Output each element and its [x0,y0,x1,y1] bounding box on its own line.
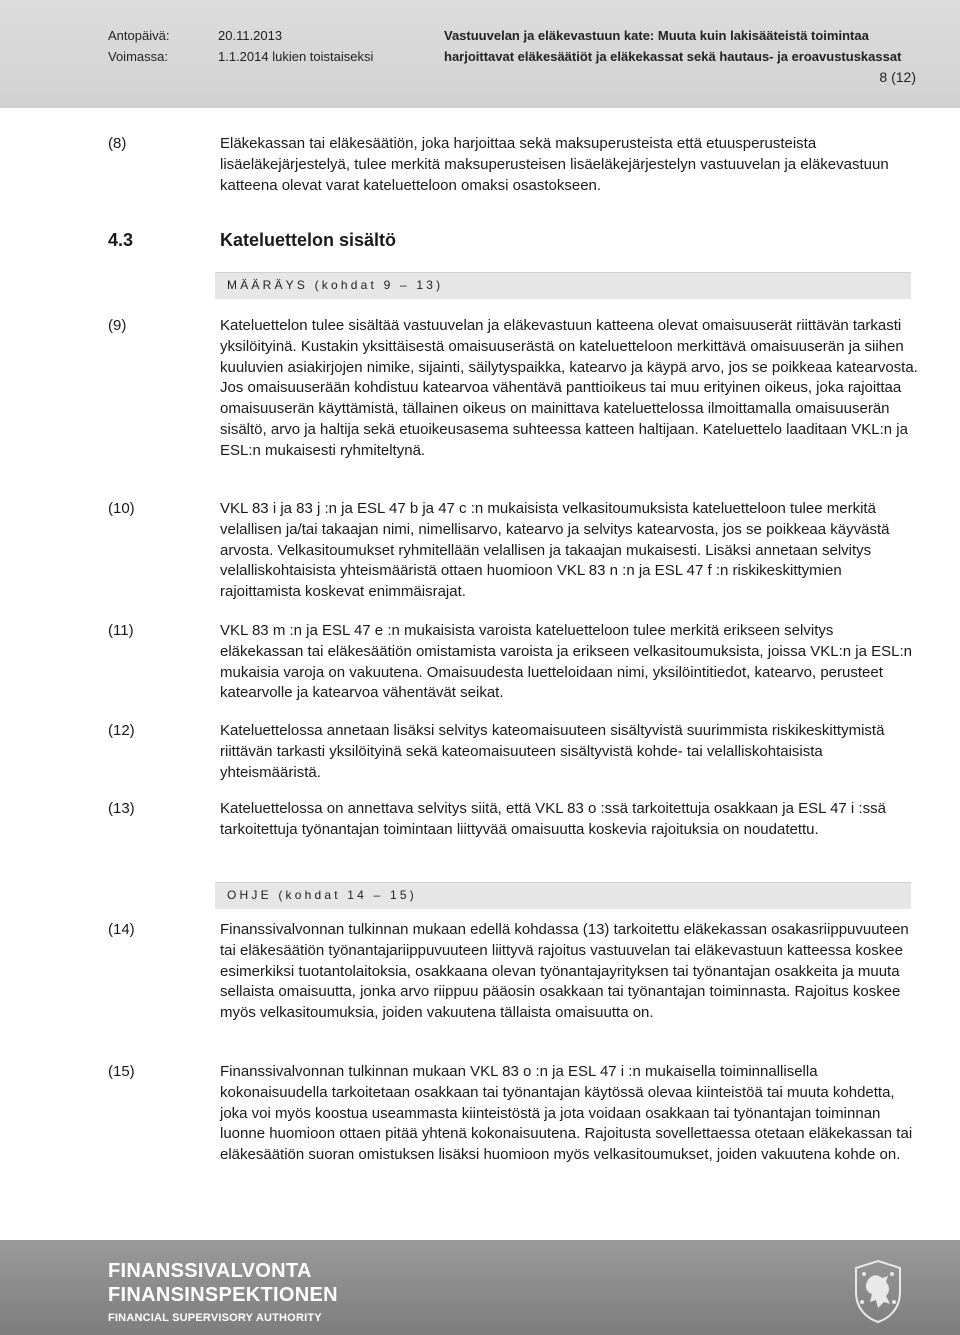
document-title-line2: harjoittavat eläkesäätiöt ja eläkekassat sekä hautaus- ja eroavustuskassat [444,49,902,64]
paragraph-number: (13) [108,800,135,817]
paragraph-12 [108,721,920,783]
section-heading [108,230,396,251]
paragraph-text: Kateluettelossa on annettava selvitys siitä, että VKL 83 o :ssä tarkoitettuja osakkaan ja ESL 47 i :ssä tarkoitettuja työnantajan toimintaan liittyvää omaisuutta koskevia rajoituksia on noudatettu. [220,800,886,838]
published-date: 20.11.2013 [218,28,283,43]
guidance-box-label: OHJE (kohdat 14 – 15) [227,888,417,902]
paragraph-number: (12) [108,722,135,739]
effective-date: 1.1.2014 lukien toistaiseksi [218,49,374,64]
effective-label: Voimassa: [108,49,168,64]
paragraph-text: Kateluettelon tulee sisältää vastuuvelan ja eläkevastuun katteena olevat omaisuuserät riittävän tarkasti yksilöityinä. Kustakin yksittäisestä omaisuuserästä on kateluetteloon merkittävä omaisuuserän ja siihen kuuluvien asiakirjojen nimike, sijainti, säilytyspaikka, katearvo ja käypä arvo, jos se poikkeaa katearvosta. Jos omaisuuserään kohdistuu katearvoa vähentävä panttioikeus tai muu erityinen oikeus, joka rajoittaa omaisuuserän käyttämistä, tällainen oikeus on mainittava kateluettelossa ilmoittamalla omaisuuserän sisältö, arvo ja haltija sekä etuoikeusasema suhteessa katteen haltijaan. Kateluettelo laaditaan VKL:n ja ESL:n mukaisesti ryhmiteltynä. [220,317,918,459]
regulation-box [215,272,911,299]
published-label: Antopäivä: [108,28,170,43]
guidance-box [215,882,911,909]
paragraph-text: VKL 83 i ja 83 j :n ja ESL 47 b ja 47 c :n mukaisista velkasitoumuksista kateluetteloon tulee merkitä velallisen ja/tai takaajan nimi, nimellisarvo, katearvo ja selvitys katearvosta, jos se poikkeaa käyvästä arvosta. Velkasitoumukset ryhmitellään velallisen ja takaajan mukaisesti. Lisäksi annetaan selvitys velalliskohtaisista yhteismääristä ottaen huomioon VKL 83 n :n ja ESL 47 f :n riskikeskittymien rajoittamista koskevat enimmäisrajat. [220,500,890,601]
paragraph-9 [108,316,920,462]
paragraph-number: (9) [108,317,127,334]
paragraph-15 [108,1062,920,1166]
paragraph-text: Finanssivalvonnan tulkinnan mukaan edellä kohdassa (13) tarkoitettu eläkekassan osakasriippuvuuteen tai eläkesäätiön työnantajariippuvuuteen liittyvä rajoitus vastuuvelan tai eläkevastuun katteessa koskee esimerkiksi tuotantolaitoksia, osakkaana olevan työnantajayrityksen tai työnantajan osakkeita ja muuta sellaista omaisuutta, jonka arvo riippuu pääosin osakkaan tai työnantajan toiminnasta. Rajoitus koskee myös velkasitoumuksia, joiden vakuutena tällaista omaisuutta on. [220,921,909,1022]
brand-name-finnish: FINANSSIVALVONTA [108,1260,312,1282]
paragraph-text: VKL 83 m :n ja ESL 47 e :n mukaisista varoista kateluetteloon tulee merkitä erikseen selvitys eläkekassan tai eläkesäätiön omistamista varoista ja erikseen velkasitoumuksista, joissa VKL:n ja ESL:n mukaisia varoja on vakuutena. Omaisuudesta luetteloidaan nimi, yksilöintitiedot, katearvo, perusteet katearvolle ja katearvoa vähentävät seikat. [220,622,913,702]
paragraph-10 [108,499,920,603]
paragraph-text: Finanssivalvonnan tulkinnan mukaan VKL 83 o :n ja ESL 47 i :n mukaisella toiminnallisella kokonaisuudella tarkoitetaan osakkaan tai työnantajan käytössä olevaa kiinteistöä tai muuta kohdetta, joka voi myös koostua useammasta kiinteistöstä ja jota voidaan osakkaan tai työnantajan toiminnan luonne huomioon ottaen pitää yhtenä kokonaisuutena. Rajoitusta sovellettaessa otetaan eläkekassan tai eläkesäätiön suoran omistuksen lisäksi huomioon myös velkasitoumukset, joiden vakuutena kohde on. [220,1063,913,1164]
paragraph-text: Kateluettelossa annetaan lisäksi selvitys kateomaisuuteen sisältyvistä suurimmista riskikeskittymistä riittävän tarkasti yksilöityinä sekä kateomaisuuteen sisältyvistä kohde- tai velalliskohtaisista yhteismääristä. [220,722,885,781]
paragraph-number: (14) [108,921,135,938]
regulation-box-label: MÄÄRÄYS (kohdat 9 – 13) [227,278,444,292]
brand-name-swedish: FINANSINSPEKTIONEN [108,1284,338,1306]
paragraph-text: Eläkekassan tai eläkesäätiön, joka harjoittaa sekä maksuperusteista että etuusperusteista lisäeläkejärjestelyä, tulee merkitä maksuperusteisen lisäeläkejärjestelyn vastuuvelan ja eläkevastuun katteena olevat varat kateluetteloon omaksi osastokseen. [220,135,889,194]
paragraph-number: (10) [108,500,135,517]
section-number: 4.3 [108,230,134,250]
lion-coat-of-arms-icon [848,1258,908,1324]
paragraph-13 [108,799,920,841]
page-header [0,0,960,108]
paragraph-11 [108,621,920,704]
paragraph-14 [108,920,920,1024]
page-footer [0,1240,960,1335]
paragraph-number: (8) [108,135,127,152]
paragraph-8 [108,134,920,196]
paragraph-number: (15) [108,1063,135,1080]
section-title: Kateluettelon sisältö [220,230,397,250]
page-number: 8 (12) [879,69,916,85]
brand-name-english: FINANCIAL SUPERVISORY AUTHORITY [108,1312,322,1324]
document-title-line1: Vastuuvelan ja eläkevastuun kate: Muuta kuin lakisääteistä toimintaa [444,28,869,43]
paragraph-number: (11) [108,622,134,639]
